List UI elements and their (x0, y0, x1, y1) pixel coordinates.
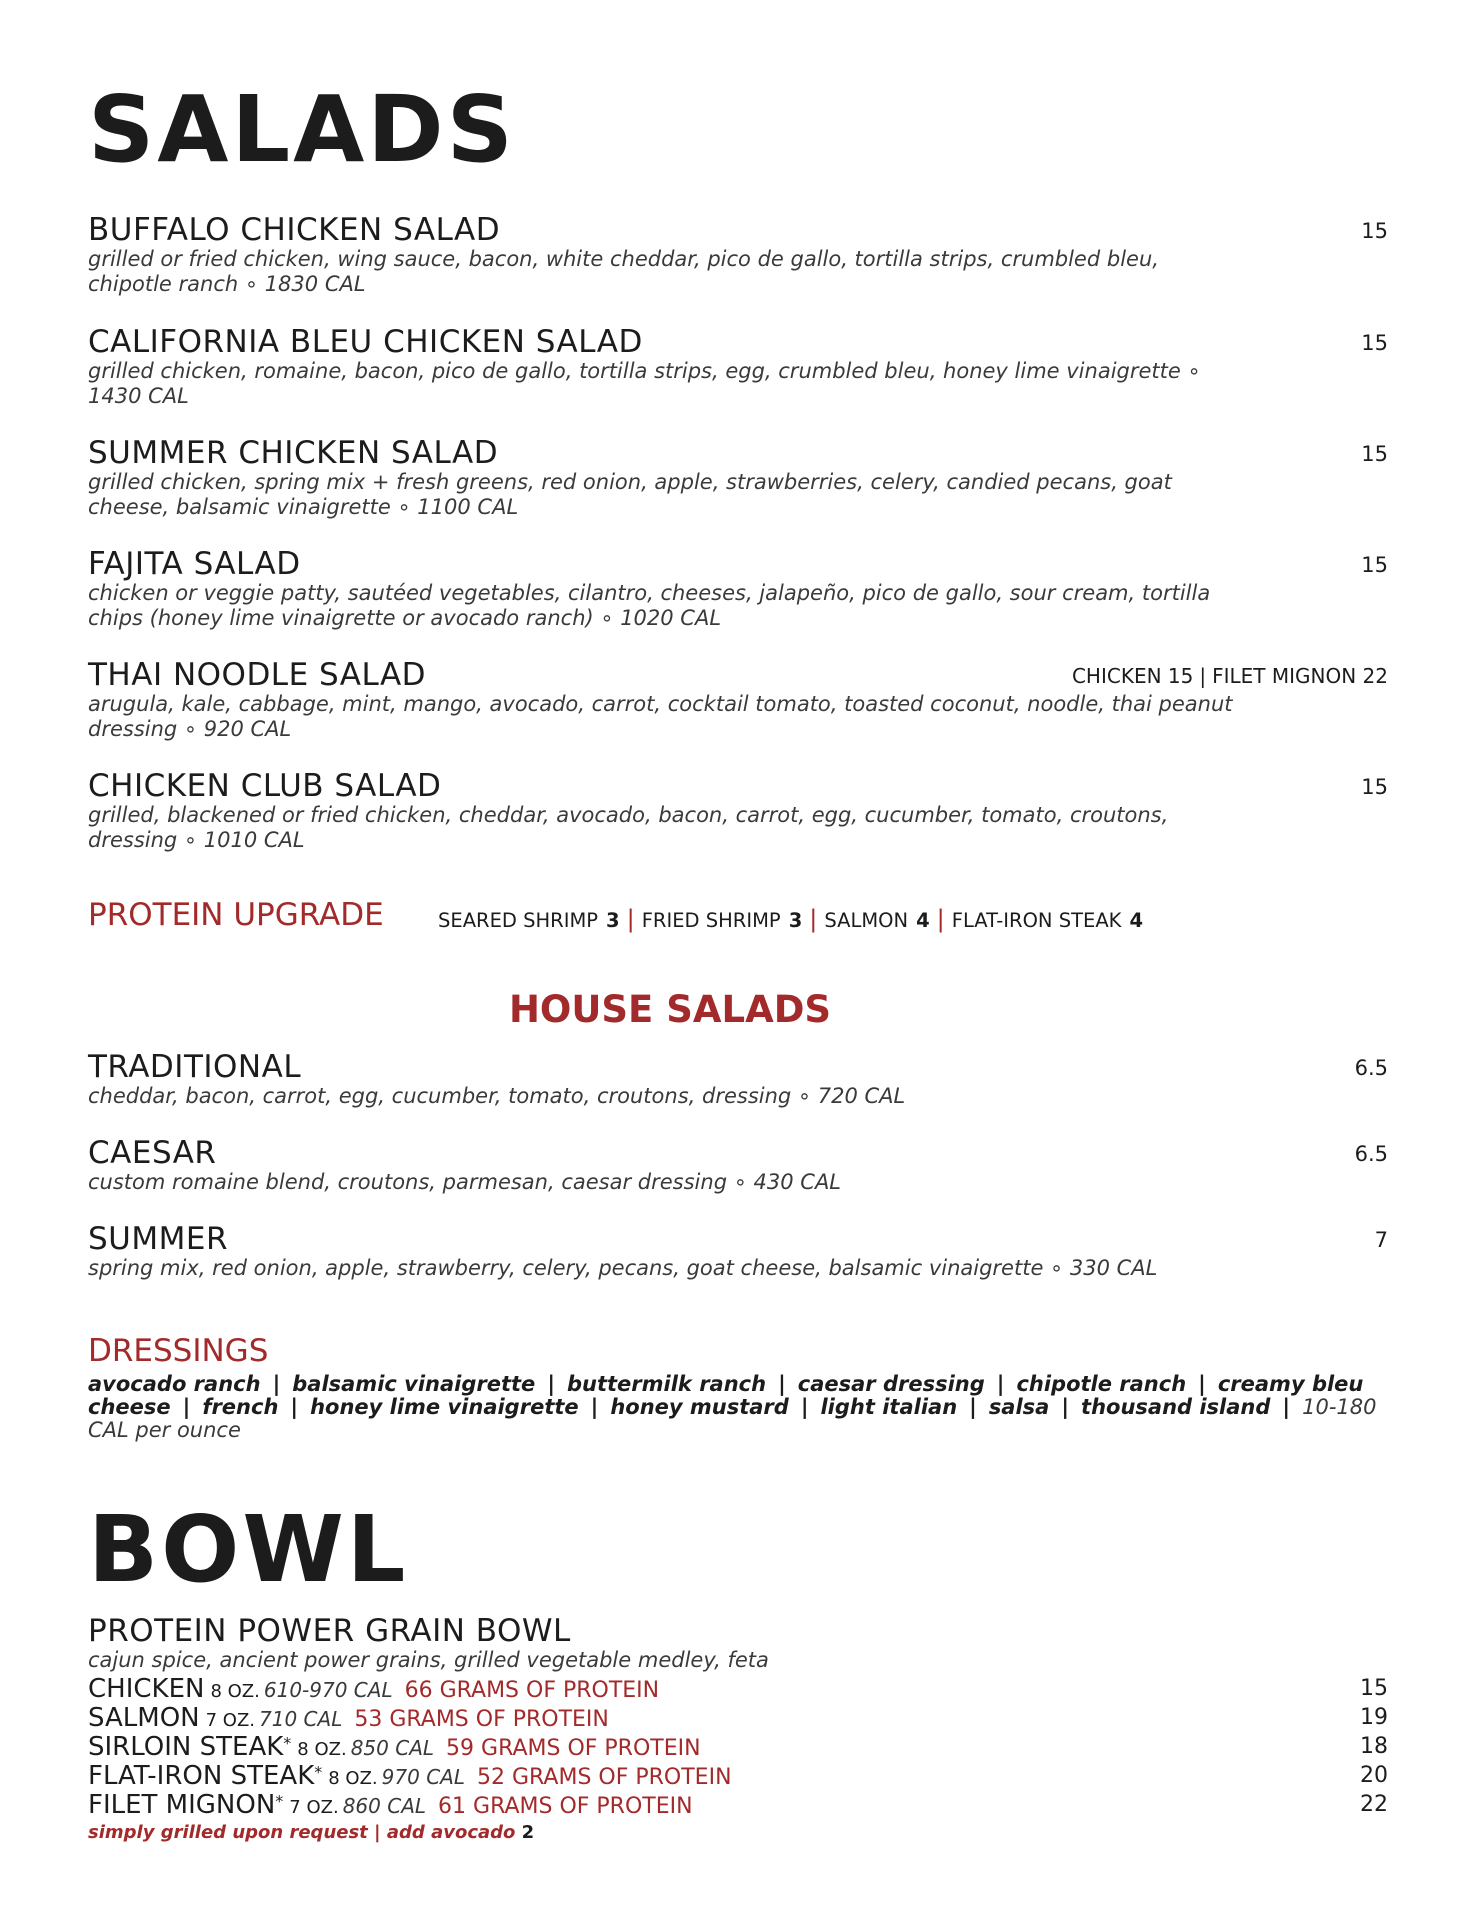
asterisk: * (283, 1733, 292, 1753)
footnote-text: simply grilled upon request | add avocado (88, 1822, 516, 1843)
bowl-option-row (88, 1790, 1388, 1819)
bowl-protein-grams: 53 GRAMS OF PROTEIN (354, 1707, 609, 1732)
item-name: CAESAR (88, 1135, 217, 1171)
bowl-protein-grams: 52 GRAMS OF PROTEIN (476, 1765, 732, 1790)
item-name: CHICKEN CLUB SALAD (88, 768, 442, 804)
item-description: arugula, kale, cabbage, mint, mango, avocado, carrot, cocktail tomato, toasted coconut, noodle, thai peanut dressing ∘ 920 CAL (88, 692, 1233, 741)
dressing-option: light italian (820, 1395, 958, 1419)
item-price: 15 (1361, 553, 1388, 577)
bowl-protein: CHICKEN (88, 1674, 205, 1704)
item-description: grilled chicken, spring mix + fresh greens, red onion, apple, strawberries, celery, candied pecans, goat cheese, balsamic vinaigrette ∘ 1100 CAL (88, 470, 1172, 519)
separator: | (626, 905, 635, 933)
menu-item (88, 1050, 1388, 1109)
menu-item (88, 769, 1388, 853)
bowl-portion: 8 OZ. (297, 1739, 347, 1760)
item-name: SUMMER (88, 1221, 228, 1257)
item-description: grilled, blackened or fried chicken, cheddar, avocado, bacon, carrot, egg, cucumber, tomato, croutons, dressing ∘ 1010 CAL (88, 803, 1169, 852)
dressings-label: DRESSINGS (88, 1333, 269, 1369)
item-price: 6.5 (1354, 1142, 1388, 1166)
bowl-price: 19 (1360, 1705, 1388, 1730)
item-description: spring mix, red onion, apple, strawberry, celery, pecans, goat cheese, balsamic vinaigrette ∘ 330 CAL (88, 1256, 1158, 1280)
upgrade-option-name: FRIED SHRIMP (641, 909, 781, 932)
dressing-option: french (202, 1395, 279, 1419)
item-price: 15 (1361, 219, 1388, 243)
item-description: cheddar, bacon, carrot, egg, cucumber, tomato, croutons, dressing ∘ 720 CAL (88, 1084, 906, 1108)
bowl-price: 22 (1360, 1792, 1388, 1817)
bowl-portion: 8 OZ. (328, 1768, 378, 1789)
menu-item (88, 436, 1388, 520)
bowl-protein-grams: 66 GRAMS OF PROTEIN (404, 1678, 660, 1703)
item-price: 15 (1361, 331, 1388, 355)
dressing-option: caesar dressing (797, 1372, 985, 1396)
item-price: 7 (1374, 1228, 1388, 1252)
upgrade-option-price: 4 (1129, 909, 1144, 932)
menu-item (88, 1222, 1388, 1281)
bowl-price: 15 (1360, 1676, 1388, 1701)
menu-item (88, 547, 1388, 631)
protein-upgrade (88, 897, 1388, 933)
dressing-option: honey mustard (610, 1395, 789, 1419)
bowl-protein: SALMON (88, 1703, 200, 1733)
bowl-portion: 7 OZ. (289, 1797, 339, 1818)
house-salads-title: HOUSE SALADS (508, 988, 832, 1031)
dressings-section (88, 1333, 1378, 1442)
bowl-protein: SIRLOIN STEAK (88, 1732, 284, 1762)
bowl-protein: FLAT-IRON STEAK (88, 1761, 315, 1791)
item-name: CALIFORNIA BLEU CHICKEN SALAD (88, 324, 643, 360)
dressing-option: avocado ranch (88, 1372, 261, 1396)
bowl-option-row (88, 1761, 1388, 1790)
dressing-option: creamy bleu cheese (88, 1372, 1364, 1419)
bowl-price: 20 (1360, 1763, 1388, 1788)
salads-title: SALADS (88, 76, 516, 183)
bowl-calories: 860 CAL (342, 1794, 427, 1818)
bowl-option-row (88, 1674, 1388, 1703)
item-description: grilled or fried chicken, wing sauce, bacon, white cheddar, pico de gallo, tortilla strips, crumbled bleu, chipotle ranch ∘ 1830 CAL (88, 247, 1159, 296)
menu-item (88, 325, 1388, 409)
item-price: 15 (1361, 442, 1388, 466)
dressing-option: thousand island (1081, 1395, 1271, 1419)
price-filet-mignon: FILET MIGNON 22 (1212, 664, 1388, 688)
item-name: BUFFALO CHICKEN SALAD (88, 212, 501, 248)
bowl-protein-grams: 59 GRAMS OF PROTEIN (446, 1736, 701, 1761)
bowl-portion: 8 OZ. (210, 1681, 260, 1702)
bowl-title: BOWL (88, 1496, 409, 1603)
upgrade-option-name: SEARED SHRIMP (438, 909, 599, 932)
menu-item (88, 658, 1388, 742)
item-name: SUMMER CHICKEN SALAD (88, 435, 499, 471)
menu-item (88, 213, 1388, 297)
item-description: custom romaine blend, croutons, parmesan, caesar dressing ∘ 430 CAL (88, 1170, 842, 1194)
bowl-protein: FILET MIGNON (88, 1790, 276, 1820)
item-name: PROTEIN POWER GRAIN BOWL (88, 1613, 571, 1649)
dressing-option: chipotle ranch (1016, 1372, 1187, 1396)
bowl-protein-grams: 61 GRAMS OF PROTEIN (438, 1794, 693, 1819)
upgrade-option-price: 3 (606, 909, 620, 932)
bowl-calories: 850 CAL (350, 1736, 435, 1760)
menu-item (88, 1136, 1388, 1195)
dressing-calorie-note: 10-180 CAL per ounce (88, 1395, 1377, 1442)
bowl-footnote (88, 1822, 534, 1843)
upgrade-option-name: FLAT-IRON STEAK (951, 909, 1122, 932)
price-separator: | (1199, 664, 1207, 688)
upgrade-option-price: 3 (788, 909, 803, 932)
asterisk: * (275, 1791, 284, 1811)
dressing-option: balsamic vinaigrette (292, 1372, 536, 1396)
upgrade-option-price: 4 (916, 909, 930, 932)
item-price: 15 (1361, 775, 1388, 799)
footnote-price: 2 (521, 1822, 535, 1843)
separator: | (936, 905, 945, 933)
bowl-price: 18 (1360, 1734, 1388, 1759)
bowl-calories: 610-970 CAL (263, 1678, 393, 1702)
item-description: chicken or veggie patty, sautéed vegetables, cilantro, cheeses, jalapeño, pico de gallo, sour cream, tortilla chips (honey lime vinaigrette or avocado ranch) ∘ 1020 CAL (88, 581, 1211, 630)
protein-upgrade-label: PROTEIN UPGRADE (88, 897, 384, 933)
bowl-item (88, 1614, 1388, 1673)
dressing-option: honey lime vinaigrette (310, 1395, 579, 1419)
upgrade-option-name: SALMON (824, 909, 909, 932)
bowl-option-row (88, 1732, 1388, 1761)
item-description: cajun spice, ancient power grains, grilled vegetable medley, feta (88, 1648, 769, 1672)
item-name: FAJITA SALAD (88, 546, 301, 582)
bowl-calories: 710 CAL (259, 1707, 343, 1731)
item-price-options (1072, 664, 1388, 688)
dressing-option: salsa (988, 1395, 1050, 1419)
asterisk: * (314, 1762, 323, 1782)
separator: | (809, 905, 818, 933)
item-name: THAI NOODLE SALAD (88, 657, 427, 693)
protein-upgrade-options (438, 905, 1143, 933)
bowl-portion: 7 OZ. (205, 1710, 256, 1731)
item-name: TRADITIONAL (88, 1049, 302, 1085)
bowl-option-row (88, 1703, 1388, 1732)
price-chicken: CHICKEN 15 (1071, 664, 1194, 688)
bowl-calories: 970 CAL (381, 1765, 465, 1789)
item-description: grilled chicken, romaine, bacon, pico de gallo, tortilla strips, egg, crumbled bleu, honey lime vinaigrette ∘ 1430 CAL (88, 359, 1201, 408)
dressing-option: buttermilk ranch (566, 1372, 767, 1396)
dressings-list: avocado ranch | balsamic vinaigrette | buttermilk ranch | caesar dressing | chipotle ranch | creamy bleu cheese | french | honey lime vinaigrette | honey mustard | light italian | salsa | thousand island | 10-180 CAL per ounce (88, 1372, 1377, 1442)
item-price: 6.5 (1354, 1056, 1388, 1080)
